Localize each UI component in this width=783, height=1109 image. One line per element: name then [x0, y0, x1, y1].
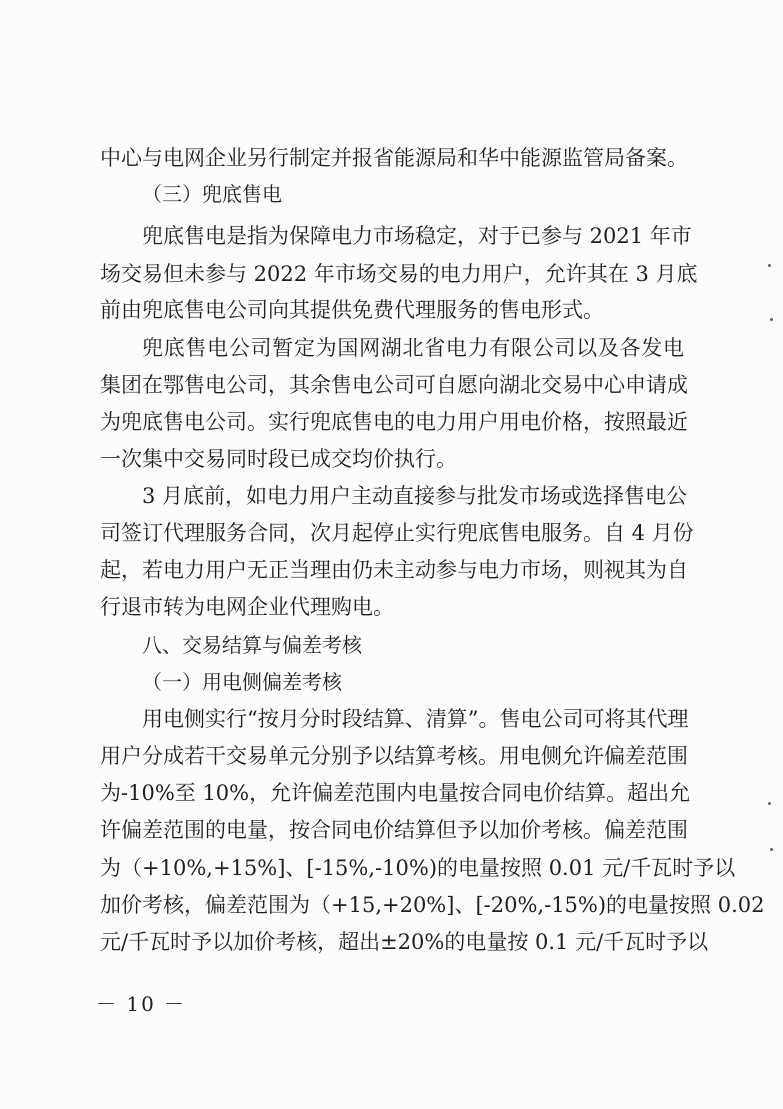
scan-speck — [768, 802, 771, 805]
scan-speck — [768, 264, 771, 267]
page-number: － 10 － — [96, 992, 187, 1016]
paragraph-line: 用户分成若干交易单元分别予以结算考核。用电侧允许偏差范围 — [100, 744, 688, 768]
paragraph-line: 加价考核，偏差范围为（+15,+20%]、[-20%,-15%)的电量按照 0.02 — [100, 893, 765, 917]
paragraph-line: 中心与电网企业另行制定并报省能源局和华中能源监管局备案。 — [100, 146, 688, 170]
paragraph-line: 一次集中交易同时段已成交均价执行。 — [100, 447, 457, 471]
paragraph-line: 用电侧实行“按月分时段结算、清算”。售电公司可将其代理 — [142, 707, 689, 731]
paragraph-line: 为（+10%,+15%]、[-15%,-10%)的电量按照 0.01 元/千瓦时予以 — [100, 856, 736, 880]
paragraph-line: 行退市转为电网企业代理购电。 — [100, 595, 394, 619]
paragraph-line: 3 月底前，如电力用户主动直接参与批发市场或选择售电公 — [142, 484, 688, 508]
paragraph-line: 集团在鄂售电公司，其余售电公司可自愿向湖北交易中心申请成 — [100, 373, 688, 397]
paragraph-line: 许偏差范围的电量，按合同电价结算但予以加价考核。偏差范围 — [100, 818, 688, 842]
scan-speck — [770, 318, 773, 321]
paragraph-line: 为兜底售电公司。实行兜底售电的电力用户用电价格，按照最近 — [100, 410, 688, 434]
paragraph-line: 前由兜底售电公司向其提供免费代理服务的售电形式。 — [100, 298, 604, 322]
paragraph-line: 兜底售电是指为保障电力市场稳定，对于已参与 2021 年市 — [142, 224, 692, 248]
paragraph-line: 兜底售电公司暂定为国网湖北省电力有限公司以及各发电 — [142, 336, 684, 360]
paragraph-line: 起，若电力用户无正当理由仍未主动参与电力市场，则视其为自 — [100, 558, 688, 582]
section-heading-fallback-supply: （三）兜底售电 — [142, 182, 282, 206]
scan-speck — [770, 848, 773, 851]
paragraph-line: 为-10%至 10%，允许偏差范围内电量按合同电价结算。超出允 — [100, 781, 691, 805]
chapter-heading-settlement: 八、交易结算与偏差考核 — [142, 633, 362, 657]
paragraph-line: 场交易但未参与 2022 年市场交易的电力用户，允许其在 3 月底 — [100, 262, 698, 286]
paragraph-line: 元/千瓦时予以加价考核，超出±20%的电量按 0.1 元/千瓦时予以 — [100, 930, 709, 954]
section-heading-deviation: （一）用电侧偏差考核 — [142, 670, 342, 694]
paragraph-line: 司签订代理服务合同，次月起停止实行兜底售电服务。自 4 月份 — [100, 521, 694, 545]
